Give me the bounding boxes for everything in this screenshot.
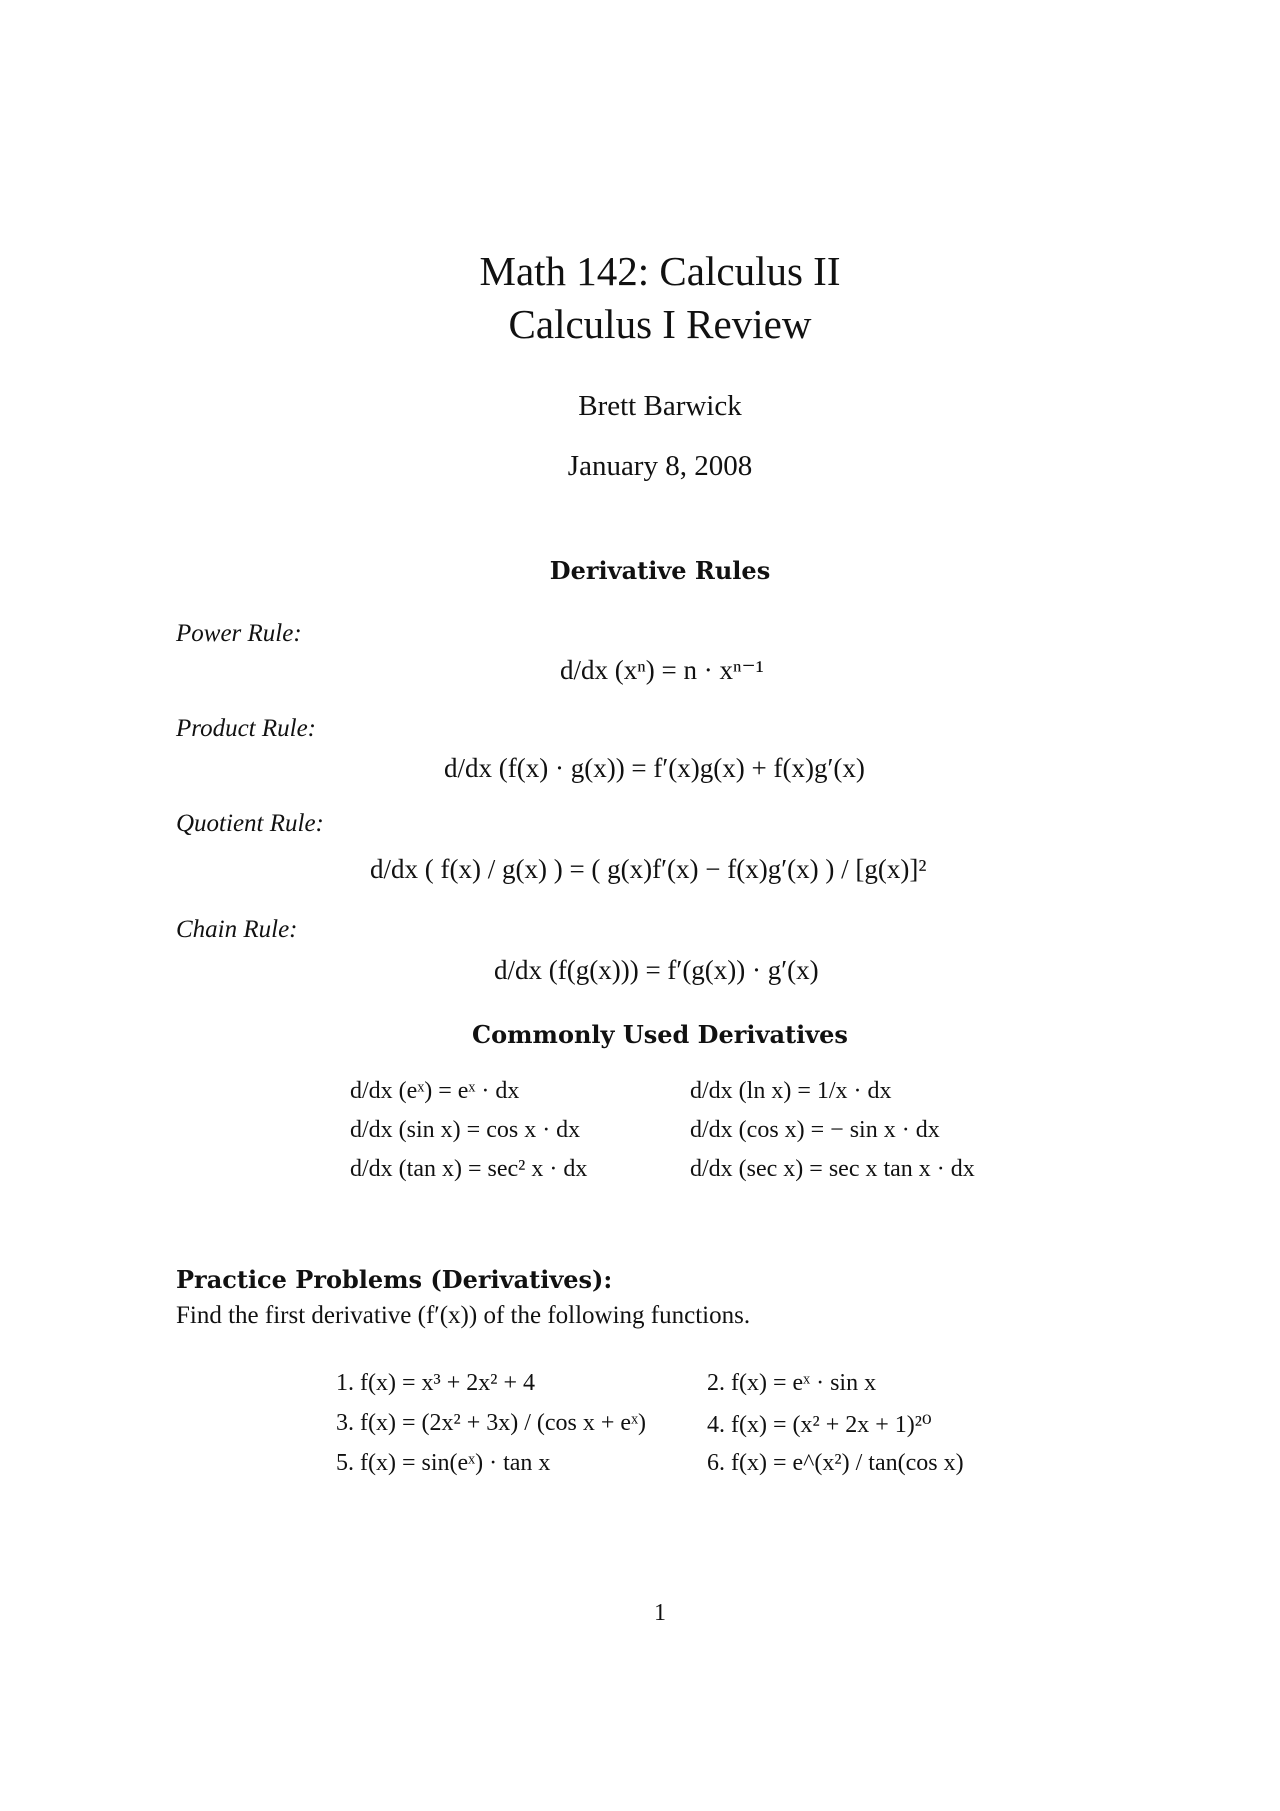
quotient-rule-formula: d/dx ( f(x) / g(x) ) = ( g(x)f′(x) − f(x)g′(x) ) / [g(x)]² xyxy=(370,854,927,884)
practice-problem-2: 2. f(x) = eˣ · sin x xyxy=(707,1370,877,1396)
derivative-exp: d/dx (eˣ) = eˣ · dx xyxy=(350,1078,520,1104)
document-subtitle: Calculus I Review xyxy=(508,301,812,347)
derivative-sin: d/dx (sin x) = cos x · dx xyxy=(350,1117,581,1143)
product-rule-label: Product Rule: xyxy=(176,715,317,742)
derivative-ln: d/dx (ln x) = 1/x · dx xyxy=(690,1078,892,1104)
chain-rule-formula: d/dx (f(g(x))) = f′(g(x)) · g′(x) xyxy=(494,955,819,985)
derivative-tan: d/dx (tan x) = sec² x · dx xyxy=(350,1156,588,1182)
derivative-rules-heading: Derivative Rules xyxy=(549,556,771,585)
derivative-cos: d/dx (cos x) = − sin x · dx xyxy=(690,1117,940,1143)
page-number: 1 xyxy=(654,1600,666,1626)
practice-instruction: Find the first derivative (f′(x)) of the following functions. xyxy=(176,1302,751,1329)
derivative-sec: d/dx (sec x) = sec x tan x · dx xyxy=(690,1156,975,1182)
practice-problem-6: 6. f(x) = e^(x²) / tan(cos x) xyxy=(707,1450,964,1476)
document-date: January 8, 2008 xyxy=(567,450,753,482)
quotient-rule-label: Quotient Rule: xyxy=(176,810,324,837)
power-rule-label: Power Rule: xyxy=(176,620,302,647)
practice-problem-1: 1. f(x) = x³ + 2x² + 4 xyxy=(336,1370,535,1396)
practice-problem-5: 5. f(x) = sin(eˣ) · tan x xyxy=(336,1450,551,1476)
product-rule-formula: d/dx (f(x) · g(x)) = f′(x)g(x) + f(x)g′(x) xyxy=(444,753,865,783)
practice-problem-3: 3. f(x) = (2x² + 3x) / (cos x + eˣ) xyxy=(336,1410,646,1436)
common-derivatives-heading: Commonly Used Derivatives xyxy=(472,1020,848,1049)
author-name: Brett Barwick xyxy=(578,390,742,422)
course-title: Math 142: Calculus II xyxy=(479,248,841,294)
practice-problem-4: 4. f(x) = (x² + 2x + 1)²⁰ xyxy=(707,1412,932,1438)
chain-rule-label: Chain Rule: xyxy=(176,916,298,943)
practice-heading: Practice Problems (Derivatives): xyxy=(176,1265,613,1294)
power-rule-formula: d/dx (xⁿ) = n · xⁿ⁻¹ xyxy=(560,655,764,685)
